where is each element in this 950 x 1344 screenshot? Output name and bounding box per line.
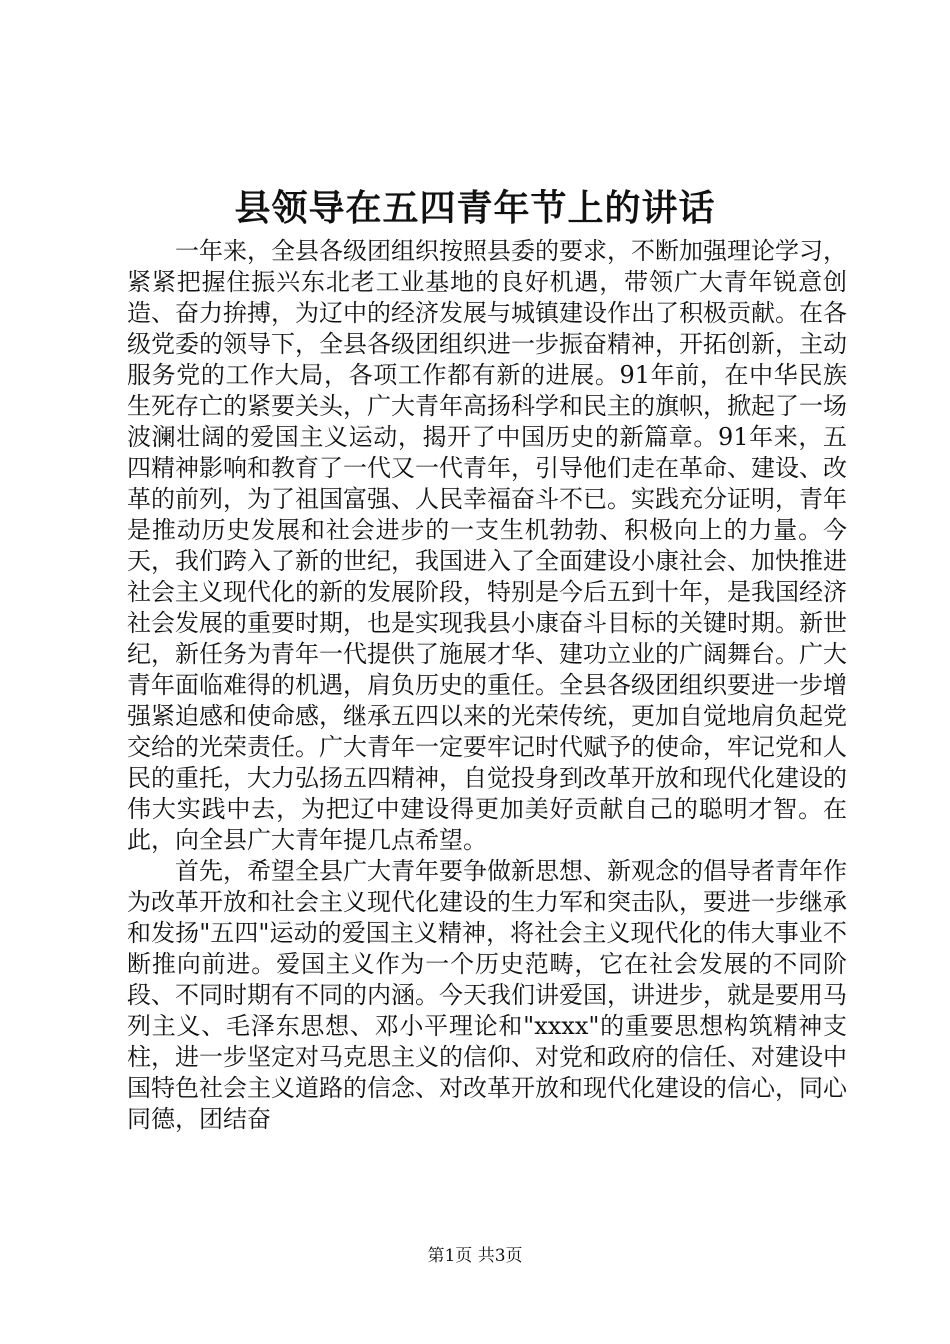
document-title: 县领导在五四青年节上的讲话 xyxy=(234,187,716,229)
paragraph-1: 一年来，全县各级团组织按照县委的要求，不断加强理论学习，紧紧把握住振兴东北老工业基地的良好机遇，带领广大青年锐意创造、奋力拚搏，为辽中的经济发展与城镇建设作出了积极贡献。在各级党委的领导下，全县各级团组织进一步振奋精神，开拓创新，主动服务党的工作大局，各项工作都有新的进展。91年前，在中华民族生死存亡的紧要关头，广大青年高扬科学和民主的旗帜，掀起了一场波澜壮阔的爱国主义运动，揭开了中国历史的新篇章。91年来，五四精神影响和教育了一代又一代青年，引导他们走在革命、建设、改革的前列，为了祖国富强、人民幸福奋斗不已。实践充分证明，青年是推动历史发展和社会进步的一支生机勃勃、积极向上的力量。今天，我们跨入了新的世纪，我国进入了全面建设小康社会、加快推进社会主义现代化的新的发展阶段，特别是今后五到十年，是我国经济社会发展的重要时期，也是实现我县小康奋斗目标的关键时期。新世纪，新任务为青年一代提供了施展才华、建功立业的广阔舞台。广大青年面临难得的机遇，肩负历史的重任。全县各级团组织要进一步增强紧迫感和使命感，继承五四以来的光荣传统，更加自觉地肩负起党交给的光荣责任。广大青年一定要牢记时代赋予的使命，牢记党和人民的重托，大力弘扬五四精神，自觉投身到改革开放和现代化建设的伟大实践中去，为把辽中建设得更加美好贡献自己的聪明才智。在此，向全县广大青年提几点希望。 xyxy=(127,237,847,854)
paragraph-2: 首先，希望全县广大青年要争做新思想、新观念的倡导者青年作为改革开放和社会主义现代化建设的生力军和突击队，要进一步继承和发扬"五四"运动的爱国主义精神，将社会主义现代化的伟大事业不断推向前进。爱国主义作为一个历史范畴，它在社会发展的不同阶段、不同时期有不同的内涵。今天我们讲爱国，讲进步，就是要用马列主义、毛泽东思想、邓小平理论和"xxxx"的重要思想构筑精神支柱，进一步坚定对马克思主义的信仰、对党和政府的信任、对建设中国特色社会主义道路的信念、对改革开放和现代化建设的信心，同心同德，团结奋 xyxy=(127,857,847,1133)
page-number: 第1页 共3页 xyxy=(427,1246,523,1266)
document-body xyxy=(127,236,847,1135)
